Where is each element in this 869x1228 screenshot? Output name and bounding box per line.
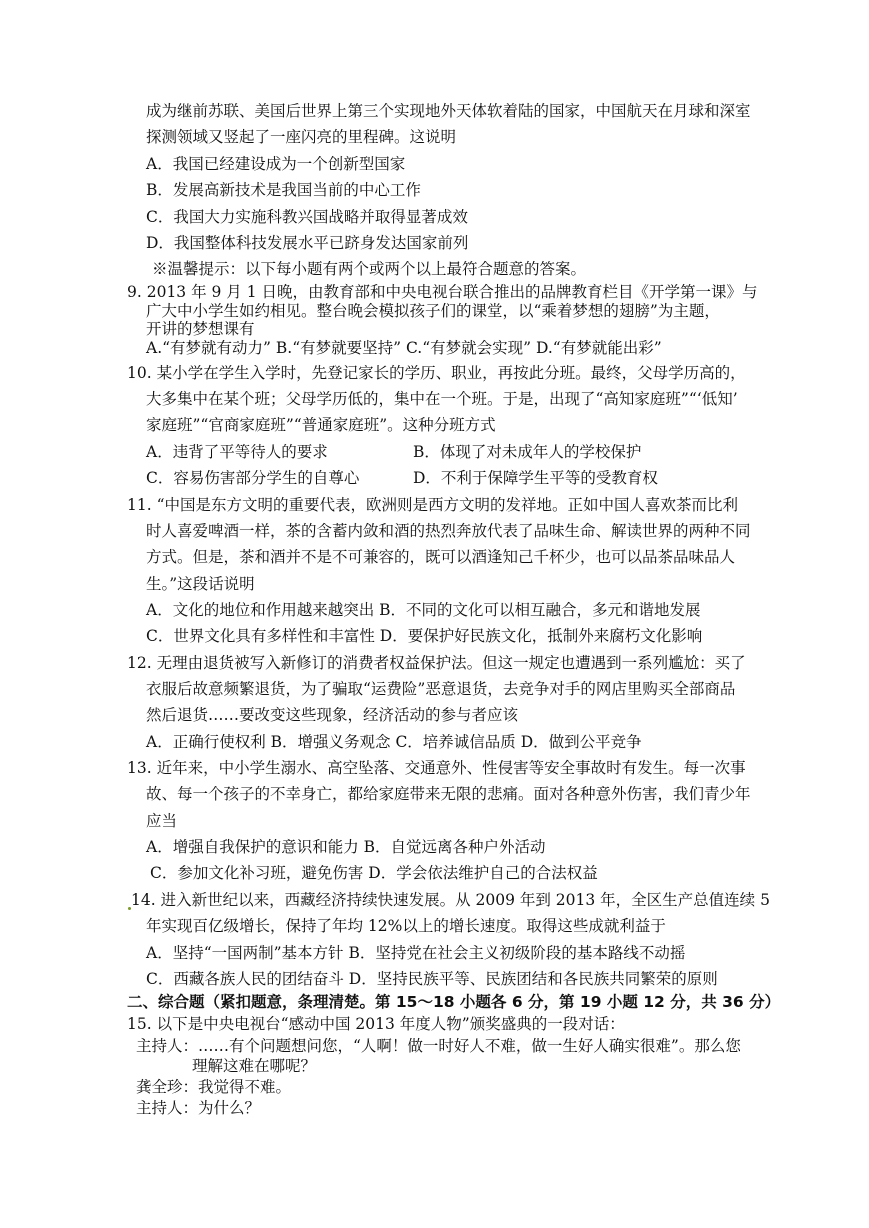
text-line: 家庭班”“官商家庭班”“普通家庭班”。这种分班方式	[146, 416, 496, 434]
text-line: 故、每一个孩子的不幸身亡，都给家庭带来无限的悲痛。面对各种意外伤害，我们青少年	[146, 785, 751, 803]
text-line: B．发展高新技术是我国当前的中心工作	[146, 181, 421, 199]
text-line: 大多集中在某个班；父母学历低的，集中在一个班。于是，出现了“高知家庭班”“‘低知’	[146, 390, 738, 408]
text-line: C．参加文化补习班，避免伤害 D．学会依法维护自己的合法权益	[150, 864, 598, 882]
text-line: 衣服后故意频繁退货，为了骗取“运费险”恶意退货，去竞争对手的网店里购买全部商品	[146, 680, 736, 698]
text-line: 广大中小学生如约相见。整台晚会模拟孩子们的课堂，以“乘着梦想的翅膀”为主题，	[146, 302, 720, 320]
text-line: A．违背了平等待人的要求	[146, 443, 328, 461]
text-line: 14. 进入新世纪以来，西藏经济持续快速发展。从 2009 年到 2013 年，全区生产总值连续 5	[131, 891, 770, 909]
text-line: 9. 2013 年 9 月 1 日晚，由教育部和中央电视台联合推出的品牌教育栏目《开学第一课》与	[127, 283, 758, 301]
text-line: A．增强自我保护的意识和能力 B．自觉远离各种户外活动	[146, 838, 546, 856]
text-line: 龚全珍：我觉得不难。	[136, 1078, 292, 1096]
text-line: C．我国大力实施科教兴国战略并取得显著成效	[146, 208, 468, 226]
text-line: 年实现百亿级增长，保持了年均 12%以上的增长速度。取得这些成就利益于	[146, 917, 666, 935]
text-line: C．世界文化具有多样性和丰富性 D．要保护好民族文化，抵制外来腐朽文化影响	[146, 627, 703, 645]
text-line: 11. “中国是东方文明的重要代表，欧洲则是西方文明的发祥地。正如中国人喜欢茶而比利	[127, 496, 739, 514]
text-line: 应当	[146, 812, 178, 830]
text-line: 二、综合题（紧扣题意，条理清楚。第 15～18 小题各 6 分，第 19 小题 12 分，共 36 分）	[127, 993, 781, 1011]
text-line: D．我国整体科技发展水平已跻身发达国家前列	[146, 234, 469, 252]
text-line: 13. 近年来，中小学生溺水、高空坠落、交通意外、性侵害等安全事故时有发生。每一次事	[127, 759, 746, 777]
text-line: A．文化的地位和作用越来越突出 B．不同的文化可以相互融合，多元和谐地发展	[146, 601, 701, 619]
text-line: 方式。但是，茶和酒并不是不可兼容的，既可以酒逢知己千杯少，也可以品茶品味品人	[146, 548, 736, 566]
text-line: 15. 以下是中央电视台“感动中国 2013 年度人物”颁奖盛典的一段对话：	[127, 1015, 625, 1033]
text-line: ※温馨提示：以下每小题有两个或两个以上最符合题意的答案。	[152, 260, 587, 278]
text-line: A．我国已经建设成为一个创新型国家	[146, 155, 406, 173]
text-line: 生。”这段话说明	[146, 575, 255, 593]
text-line: 开讲的梦想课有	[146, 320, 255, 338]
text-line: 10. 某小学在学生入学时，先登记家长的学历、职业，再按此分班。最终，父母学历高的，	[127, 364, 746, 382]
text-line: A.“有梦就有动力” B.“有梦就要坚持” C.“有梦就会实现” D.“有梦就能出彩”	[146, 339, 662, 357]
text-line: A．正确行使权利 B．增强义务观念 C．培养诚信品质 D．做到公平竞争	[146, 733, 642, 751]
text-line: 然后退货……要改变这些现象，经济活动的参与者应该	[146, 706, 519, 724]
text-line: 12. 无理由退货被写入新修订的消费者权益保护法。但这一规定也遭遇到一系列尴尬：买了	[127, 654, 746, 672]
text-line: 理解这难在哪呢？	[192, 1057, 317, 1075]
text-line: C．容易伤害部分学生的自尊心	[146, 469, 360, 487]
text-line: 主持人：为什么？	[136, 1099, 261, 1117]
text-line: 探测领域又竖起了一座闪亮的里程碑。这说明	[146, 128, 457, 146]
text-line: 主持人：……有个问题想问您，“人啊！做一时好人不难，做一生好人确实很难”。那么您	[136, 1037, 741, 1055]
text-line: 成为继前苏联、美国后世界上第三个实现地外天体软着陆的国家，中国航天在月球和深室	[146, 102, 751, 120]
text-line: B．体现了对未成年人的学校保护	[413, 443, 642, 461]
text-line: A．坚持“一国两制”基本方针 B．坚持党在社会主义初级阶段的基本路线不动摇	[146, 944, 686, 962]
text-line: 时人喜爱啤酒一样，茶的含蓄内敛和酒的热烈奔放代表了品味生命、解读世界的两种不同	[146, 522, 751, 540]
text-line: D．不利于保障学生平等的受教育权	[413, 469, 658, 487]
text-line: C．西藏各族人民的团结奋斗 D．坚持民族平等、民族团结和各民族共同繁荣的原则	[146, 970, 718, 988]
